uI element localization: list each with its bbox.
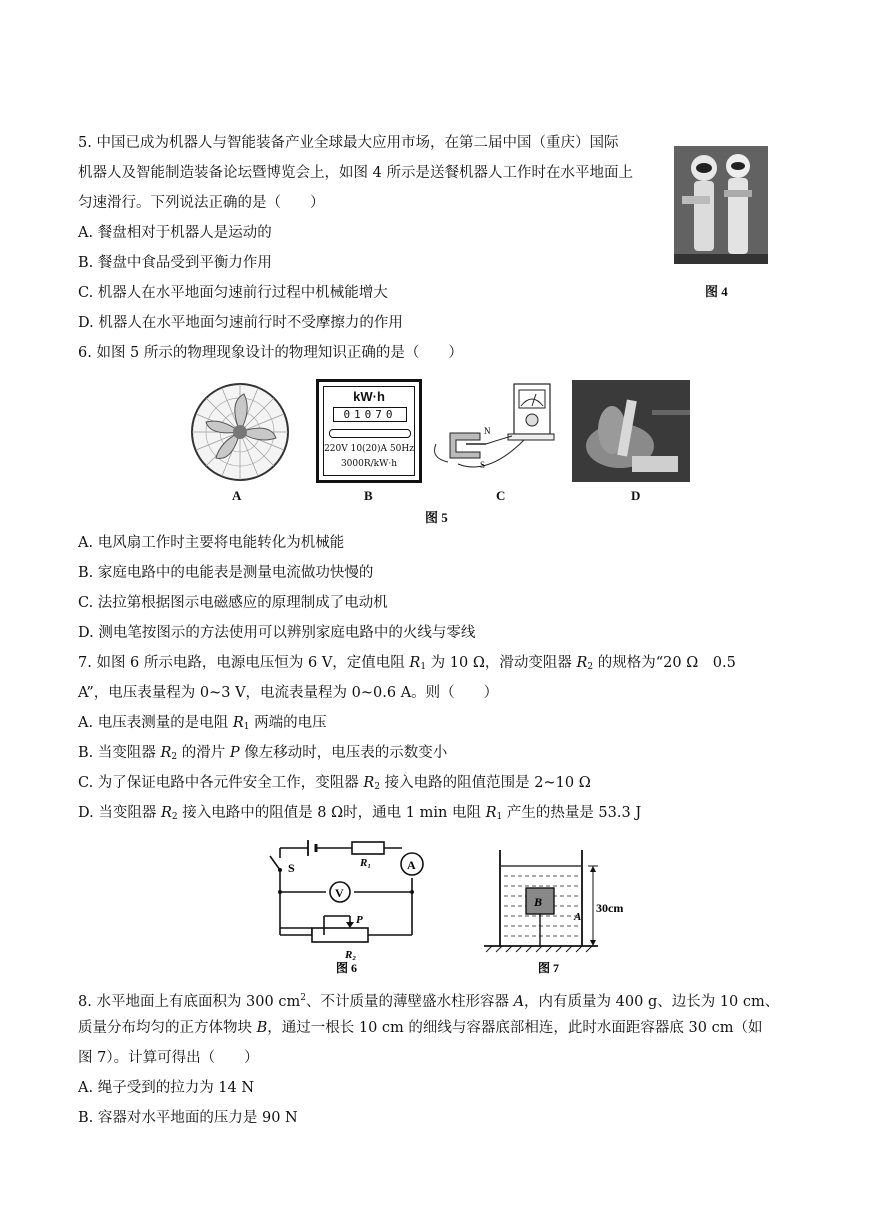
figure-6-caption: 图 6 [336,961,358,974]
meter-digits: 01070 [333,407,407,422]
test-pen-photo [572,380,690,482]
panel-b-label: B [364,488,373,503]
q5-option-d: D. 机器人在水平地面匀速前行时不受摩擦力的作用 [78,315,403,331]
q5-option-c: C. 机器人在水平地面匀速前行过程中机械能增大 [78,285,388,301]
block-b-label: B [534,895,543,909]
circuit-diagram [262,836,434,974]
magnet-n-label: N [484,426,491,436]
q6-option-a: A. 电风扇工作时主要将电能转化为机械能 [78,535,345,551]
robot-photo [674,146,768,264]
q8-stem-line-3: 图 7）。计算可得出（ ） [78,1050,259,1066]
slider-p-label: P [356,914,363,926]
figure-4-caption: 图 4 [705,284,728,299]
q5-option-b: B. 餐盘中食品受到平衡力作用 [78,255,272,271]
q8-option-a: A. 绳子受到的拉力为 14 N [78,1080,255,1096]
q8-option-b: B. 容器对水平地面的压力是 90 N [78,1110,298,1126]
q5-stem-line-1: 5. 中国已成为机器人与智能装备产业全球最大应用市场，在第二届中国（重庆）国际 [78,135,619,151]
q8-stem-line-1: 8. 水平地面上有底面积为 300 $cm^2$、不计质量的薄壁盛水柱形容器 A，内有质量为 400 g、边长为 10 cm、 [78,993,780,1010]
figure-7-caption: 图 7 [538,961,560,974]
q5-option-a: A. 餐盘相对于机器人是运动的 [78,225,272,241]
q6-option-d: D. 测电笔按图示的方法使用可以辨别家庭电路中的火线与零线 [78,625,476,641]
meter-spec-1: 220V 10(20)A 50Hz [324,444,414,454]
q8-stem-line-2: 质量分布均匀的正方体物块 B，通过一根长 10 cm 的细线与容器底部相连，此时水面距容器底 30 cm（如 [78,1020,763,1036]
magnet-s-label: S [480,460,486,470]
meter-spec-2: 3000R/kW·h [340,459,398,469]
switch-label: S [288,861,295,875]
q7-option-b: B. 当变阻器 $R_2$ 的滑片 P 像左移动时，电压表的示数变小 [78,745,448,762]
voltmeter-label: V [335,886,344,900]
panel-c-label: C [496,488,506,503]
r1-label: R₁ [360,857,372,869]
q7-stem-line-2: A”，电压表量程为 0~3 V，电流表量程为 0~0.6 A。则（ ） [78,685,499,701]
q5-stem-line-2: 机器人及智能制造装备论坛暨博览会上，如图 4 所示是送餐机器人工作时在水平地面上 [78,165,633,181]
q6-option-b: B. 家庭电路中的电能表是测量电流做功快慢的 [78,565,374,581]
energy-meter-image [316,379,422,483]
container-a-label: A [574,911,582,923]
q6-option-c: C. 法拉第根据图示电磁感应的原理制成了电动机 [78,595,388,611]
q6-stem: 6. 如图 5 所示的物理现象设计的物理知识正确的是（ ） [78,345,463,361]
container-diagram [480,848,630,974]
q7-stem-line-1: 7. 如图 6 所示电路，电源电压恒为 6 V，定值电阻 $R_1$ 为 10 Ω，滑动变阻器 $R_2$ 的规格为“20 Ω 0.5 [78,655,736,672]
q7-option-c: C. 为了保证电路中各元件安全工作，变阻器 $R_2$ 接入电路的阻值范围是 2~10 Ω [78,775,591,792]
panel-d-label: D [631,488,641,503]
meter-disc [329,429,411,438]
q5-stem-line-3: 匀速滑行。下列说法正确的是（ ） [78,195,325,211]
electromagnetic-induction-diagram [428,378,556,478]
q7-option-d: D. 当变阻器 $R_2$ 接入电路中的阻值是 8 Ω时，通电 1 min 电阻 $R_1$ 产生的热量是 53.3 J [78,805,642,822]
r2-label: R₂ [345,949,357,961]
height-label: 30cm [596,901,624,915]
electric-fan-image [188,380,292,484]
panel-a-label: A [232,488,242,503]
meter-unit: kW·h [353,389,385,404]
ammeter-label: A [407,858,416,872]
figure-5-caption: 图 5 [425,510,448,525]
q7-option-a: A. 电压表测量的是电阻 $R_1$ 两端的电压 [78,715,327,732]
